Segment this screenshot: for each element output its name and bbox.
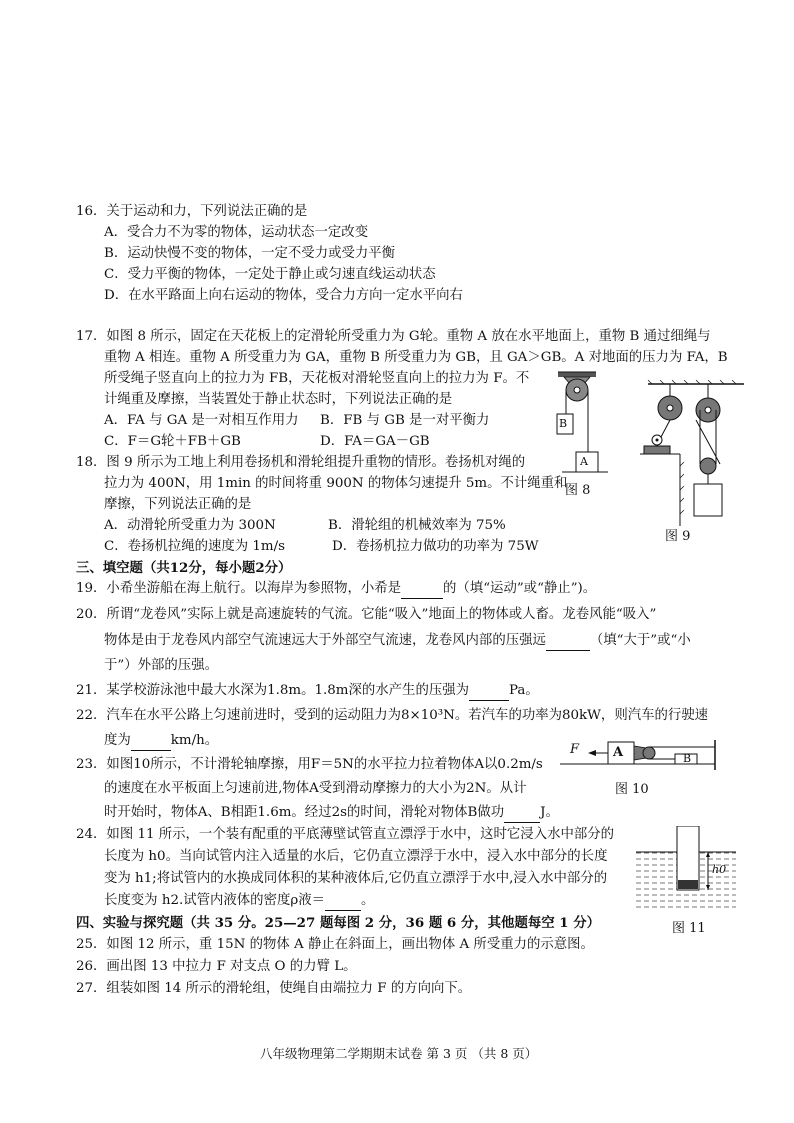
q20-text-pre: 物体是由于龙卷风内部空气流速远大于外部空气流速，龙卷风内部的压强远: [104, 633, 546, 648]
q23-text-post: J。: [540, 805, 559, 820]
q22-text-pre: 度为: [104, 733, 131, 748]
q22-answer-blank[interactable]: [131, 732, 171, 751]
q16-option-c: C．受力平衡的物体，一定处于静止或匀速直线运动状态: [104, 267, 436, 282]
q16-option-d: D．在水平路面上向右运动的物体，受合力方向一定水平向右: [104, 288, 463, 303]
q20-answer-blank[interactable]: [546, 632, 590, 651]
q18-option-a: A．动滑轮所受重力为 300N: [104, 518, 276, 533]
figure-8-caption: 图 8: [565, 483, 591, 498]
q23-line2: 的速度在水平板面上匀速前进,物体A受到滑动摩擦力的大小为2N。从计: [104, 781, 527, 796]
q22-text-post: km/h。: [170, 733, 219, 748]
q21: [76, 682, 539, 701]
q24-answer-blank[interactable]: [325, 892, 361, 911]
q17-option-d: D．FA＝GA－GB: [320, 434, 430, 449]
q24-text-post: 。: [361, 893, 375, 908]
q19: [76, 580, 596, 599]
q19-text-pre: 19．小希坐游船在海上航行。以海岸为参照物，小希是: [76, 581, 402, 596]
q22-line1: 22．汽车在水平公路上匀速前进时，受到的运动阻力为8×10³N。若汽车的功率为80kW，则汽车的行驶速: [76, 708, 709, 723]
q18-line1: 18．图 9 所示为工地上利用卷扬机和滑轮组提升重物的情形。卷扬机对绳的: [76, 455, 526, 470]
q17-line1: 17．如图 8 所示，固定在天花板上的定滑轮所受重力为 G轮。重物 A 放在水平地面上，重物 B 通过细绳与: [76, 329, 711, 344]
q23-answer-blank[interactable]: [504, 804, 540, 823]
figure-10-caption: 图 10: [615, 782, 649, 797]
figure-10-label-a: A: [613, 745, 624, 760]
q17-option-a: A．FA 与 GA 是一对相互作用力: [104, 413, 299, 428]
q24-line3: 变为 h1;将试管内的水换成同体积的某种液体后,它仍直立漂浮于水中,浸入水中部分的: [104, 871, 608, 886]
q18-option-d: D．卷扬机拉力做功的功率为 75W: [332, 539, 539, 554]
figure-9-winch-pulley: [640, 380, 750, 528]
section-fill-in-heading: 三、填空题（共12分，每小题2分）: [76, 560, 292, 576]
q24-line1: 24．如图 11 所示，一个装有配重的平底薄壁试管直立漂浮于水中，这时它浸入水中部分的: [76, 827, 615, 842]
q17-line4: 计绳重及摩擦，当装置处于静止状态时，下列说法正确的是: [104, 392, 453, 407]
figure-8-label-b: B: [559, 417, 568, 430]
figure-10-label-f: F: [570, 742, 580, 757]
q21-text-pre: 21．某学校游泳池中最大水深为1.8m。1.8m深的水产生的压强为: [76, 683, 470, 698]
q17-option-b: B．FB 与 GB 是一对平衡力: [320, 413, 490, 428]
q20-text-post: （填“大于”或“小: [589, 633, 691, 648]
q18-line2: 拉力为 400N，用 1min 的时间将重 900N 的物体匀速提升 5m。不计绳重和: [104, 476, 568, 491]
q20-line3: 于”）外部的压强。: [104, 658, 218, 673]
q16-option-b: B．运动快慢不变的物体，一定不受力或受力平衡: [104, 246, 396, 261]
q24-text-pre: 长度变为 h2.试管内液体的密度ρ液＝: [104, 893, 325, 908]
q23-line3: [104, 804, 559, 823]
q19-answer-blank[interactable]: [401, 580, 443, 599]
q17-line3: 所受绳子竖直向上的拉力为 FB，天花板对滑轮竖直向上的拉力为 F。不: [104, 371, 530, 386]
q16-stem: 16．关于运动和力，下列说法正确的是: [76, 204, 308, 219]
q22-line2: [104, 732, 218, 751]
q17-option-c: C．F＝G轮＋FB＋GB: [104, 434, 241, 449]
q21-answer-blank[interactable]: [469, 682, 509, 701]
q23-text-pre: 时开始时，物体A、B相距1.6m。经过2s的时间，滑轮对物体B做功: [104, 805, 505, 820]
figure-9-caption: 图 9: [665, 529, 691, 544]
q20-line2: [104, 632, 691, 651]
q23-line1: 23．如图10所示，不计滑轮轴摩擦，用F＝5N的水平拉力拉着物体A以0.2m/s: [76, 757, 543, 772]
q18-option-c: C．卷扬机拉绳的速度为 1m/s: [104, 539, 286, 554]
figure-11-caption: 图 11: [672, 921, 706, 936]
figure-11-label-h: h0: [712, 863, 727, 876]
q16-option-a: A．受合力不为零的物体，运动状态一定改变: [104, 225, 369, 240]
q24-line4: [104, 892, 374, 911]
q18-line3: 摩擦，下列说法正确的是: [104, 497, 252, 512]
figure-10-pulley-setup: [560, 736, 730, 778]
q19-text-post: 的（填“运动”或“静止”)。: [443, 581, 597, 596]
q25: 25．如图 12 所示，重 15N 的物体 A 静止在斜面上，画出物体 A 所受重力的示意图。: [76, 937, 594, 952]
q20-line1: 20．所谓“龙卷风”实际上就是高速旋转的气流。它能“吸入”地面上的物体或人畜。龙卷风能“吸入”: [76, 607, 657, 622]
q17-line2: 重物 A 相连。重物 A 所受重力为 GA，重物 B 所受重力为 GB，且 GA＞GB。A 对地面的压力为 FA，B: [104, 350, 728, 365]
figure-10-label-b: B: [683, 752, 692, 765]
q26: 26．画出图 13 中拉力 F 对支点 O 的力臂 L。: [76, 959, 357, 974]
q18-option-b: B．滑轮组的机械效率为 75%: [328, 518, 506, 533]
q24-line2: 长度为 h0。当向试管内注入适量的水后，它仍直立漂浮于水中，浸入水中部分的长度: [104, 849, 608, 864]
q27: 27．组装如图 14 所示的滑轮组，使绳自由端拉力 F 的方向向下。: [76, 981, 472, 996]
q21-text-post: Pa。: [509, 683, 539, 698]
figure-8-label-a: A: [580, 455, 588, 468]
page-footer: 八年级物理第二学期期末试卷 第 3 页 （共 8 页）: [260, 1046, 538, 1061]
section-experiment-heading: 四、实验与探究题（共 35 分。25—27 题每图 2 分，36 题 6 分，其他题每空 1 分）: [76, 915, 601, 931]
